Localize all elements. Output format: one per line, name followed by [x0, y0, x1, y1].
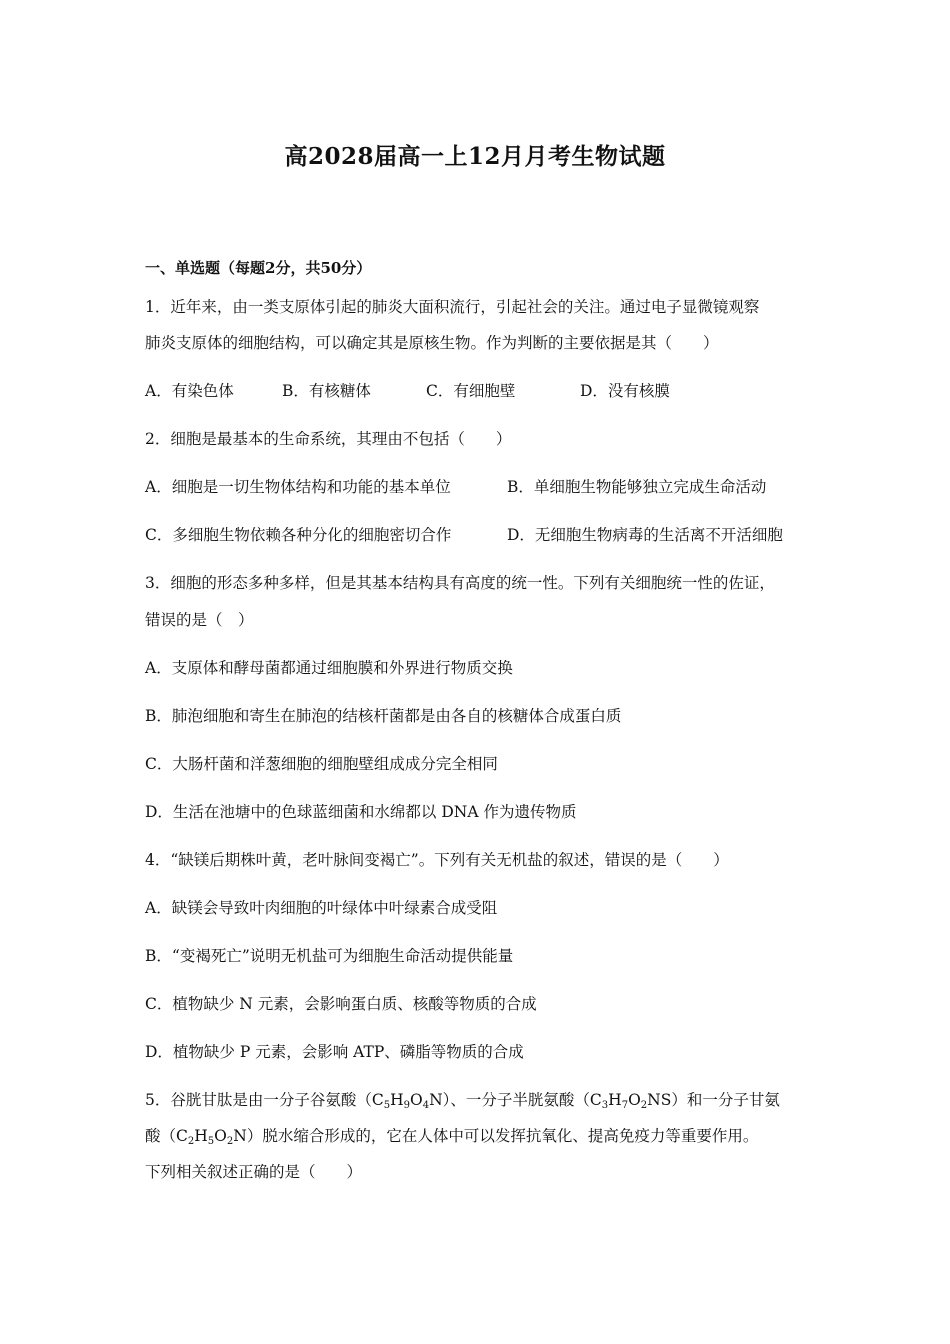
q5-stem-line3: 下列相关叙述正确的是（ ） — [145, 1163, 363, 1181]
q3-option-b: B．肺泡细胞和寄生在肺泡的结核杆菌都是由各自的核糖体合成蛋白质 — [145, 707, 622, 725]
q3-stem-line2: 错误的是（ ） — [145, 611, 254, 629]
q1-stem-line2: 肺炎支原体的细胞结构，可以确定其是原核生物。作为判断的主要依据是其（ ） — [145, 334, 719, 352]
page-title: 高2028届高一上12月月考生物试题 — [284, 143, 666, 170]
q5-stem-line1: 5．谷胱甘肽是由一分子谷氨酸$(C_5H_9O_4N)$、一分子半胱氨酸$(C_3H_7O_2NS)$和一分子甘氨 — [145, 1091, 780, 1111]
section-heading: 一、单选题（每题2分，共50分） — [145, 259, 372, 277]
q3-option-a: A．支原体和酵母菌都通过细胞膜和外界进行物质交换 — [145, 659, 513, 677]
q4-option-c: C．植物缺少 N 元素，会影响蛋白质、核酸等物质的合成 — [145, 995, 537, 1013]
q1-option-b: B．有核糖体 — [282, 382, 371, 400]
q3-option-c: C．大肠杆菌和洋葱细胞的细胞壁组成成分完全相同 — [145, 755, 498, 773]
q3-stem-line1: 3．细胞的形态多种多样，但是其基本结构具有高度的统一性。下列有关细胞统一性的佐证， — [145, 574, 775, 592]
q4-stem: 4．“缺镁后期株叶黄，老叶脉间变褐亡”。下列有关无机盐的叙述，错误的是（ ） — [145, 851, 729, 869]
q1-option-d: D．没有核膜 — [580, 382, 670, 400]
q4-option-a: A．缺镁会导致叶肉细胞的叶绿体中叶绿素合成受阻 — [145, 899, 498, 917]
q1-option-a: A．有染色体 — [145, 382, 234, 400]
q2-option-c: C．多细胞生物依赖各种分化的细胞密切合作 — [145, 526, 452, 544]
q2-options-row2 — [145, 525, 825, 545]
q1-option-c: C．有细胞壁 — [426, 382, 516, 400]
q4-option-d: D．植物缺少 P 元素，会影响 ATP、磷脂等物质的合成 — [145, 1043, 524, 1061]
q3-option-d: D．生活在池塘中的色球蓝细菌和水绵都以 DNA 作为遗传物质 — [145, 803, 577, 821]
q1-stem-line1: 1．近年来，由一类支原体引起的肺炎大面积流行，引起社会的关注。通过电子显微镜观察 — [145, 298, 760, 316]
q2-options-row1 — [145, 477, 825, 497]
q2-option-a: A．细胞是一切生物体结构和功能的基本单位 — [145, 478, 451, 496]
q2-stem: 2．细胞是最基本的生命系统，其理由不包括（ ） — [145, 430, 512, 448]
q5-stem-line2: 酸$(C_2H_5O_2N)$脱水缩合形成的，它在人体中可以发挥抗氧化、提高免疫力等重要作用。 — [145, 1127, 759, 1147]
q1-options — [145, 381, 745, 401]
q4-option-b: B．“变褐死亡”说明无机盐可为细胞生命活动提供能量 — [145, 947, 514, 965]
q2-option-d: D．无细胞生物病毒的生活离不开活细胞 — [507, 526, 783, 544]
q2-option-b: B．单细胞生物能够独立完成生命活动 — [507, 478, 767, 496]
